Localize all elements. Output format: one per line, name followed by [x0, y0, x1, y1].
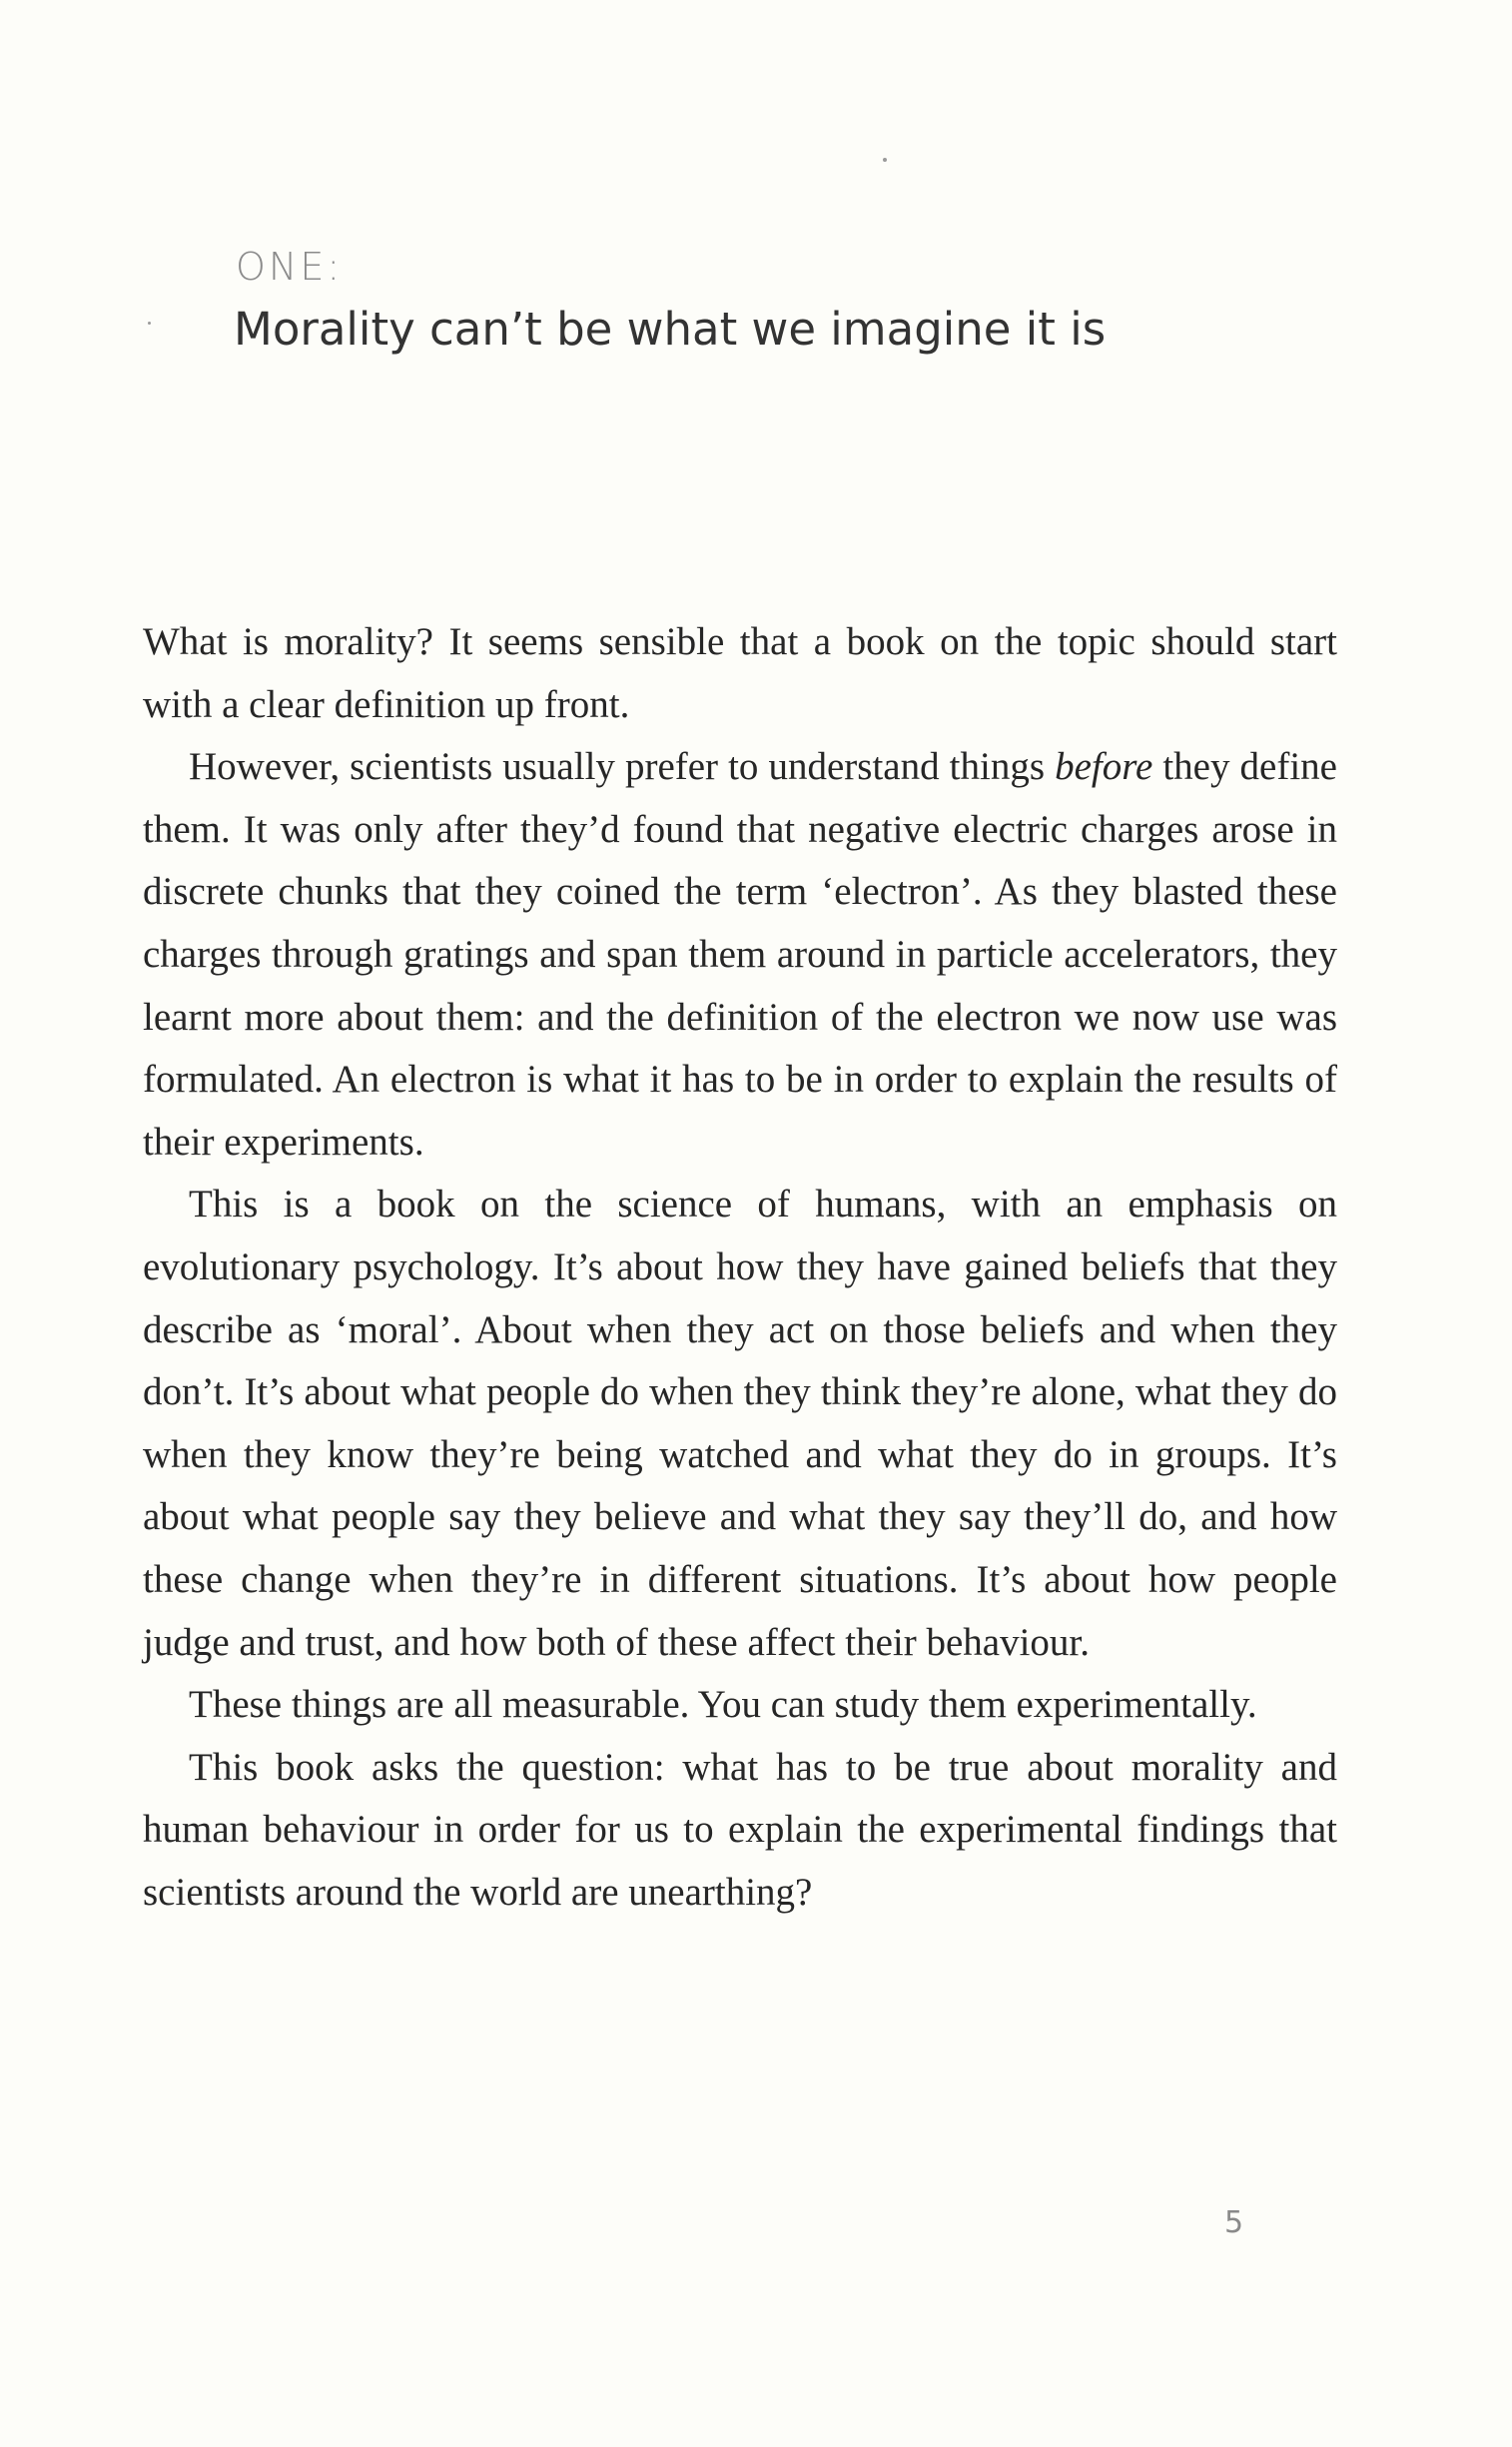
- chapter-title: Morality can’t be what we imagine it is: [234, 303, 1107, 356]
- paragraph-text: This book asks the question: what has to be true about morality and human behaviour in order for us to explain the experimental findings that scientists around the world are unearthing?: [143, 1745, 1337, 1914]
- chapter-label: ONE:: [236, 245, 344, 289]
- page-number: 5: [1224, 2205, 1244, 2240]
- body-text: [143, 611, 1337, 1924]
- paragraph: [143, 736, 1337, 1174]
- paragraph: [143, 1174, 1337, 1674]
- paragraph-text: they define them. It was only after they’d found that negative electric charges arose in discrete chunks that they coined the term ‘electron’. As they blasted these charges through gratings and span them around in particle accelerators, they learnt more about them: and the definition of the electron we now use was formulated. An electron is what it has to be in order to explain the results of their experiments.: [143, 745, 1337, 1164]
- paragraph-text: These things are all measurable. You can study them experimentally.: [189, 1683, 1257, 1727]
- paragraph-text: However, scientists usually prefer to understand things: [189, 745, 1056, 789]
- paragraph-text: This is a book on the science of humans, with an emphasis on evolutionary psychology. It’s about how they have gained beliefs that they describe as ‘moral’. About when they act on those beliefs and when they don’t. It’s about what people do when they think they’re alone, what they do when they know they’re being watched and what they do in groups. It’s about what people say they believe and what they say they’ll do, and how these change when they’re in different situations. It’s about how people judge and trust, and how both of these affect their behaviour.: [143, 1183, 1337, 1664]
- scan-speck: [883, 158, 887, 162]
- emphasis-text: before: [1055, 745, 1153, 789]
- paragraph-text: What is morality? It seems sensible that a book on the topic should start with a clear definition up front.: [143, 620, 1337, 726]
- paragraph: [143, 1674, 1337, 1737]
- paragraph: [143, 1737, 1337, 1925]
- scan-speck: [148, 322, 151, 325]
- paragraph: [143, 611, 1337, 736]
